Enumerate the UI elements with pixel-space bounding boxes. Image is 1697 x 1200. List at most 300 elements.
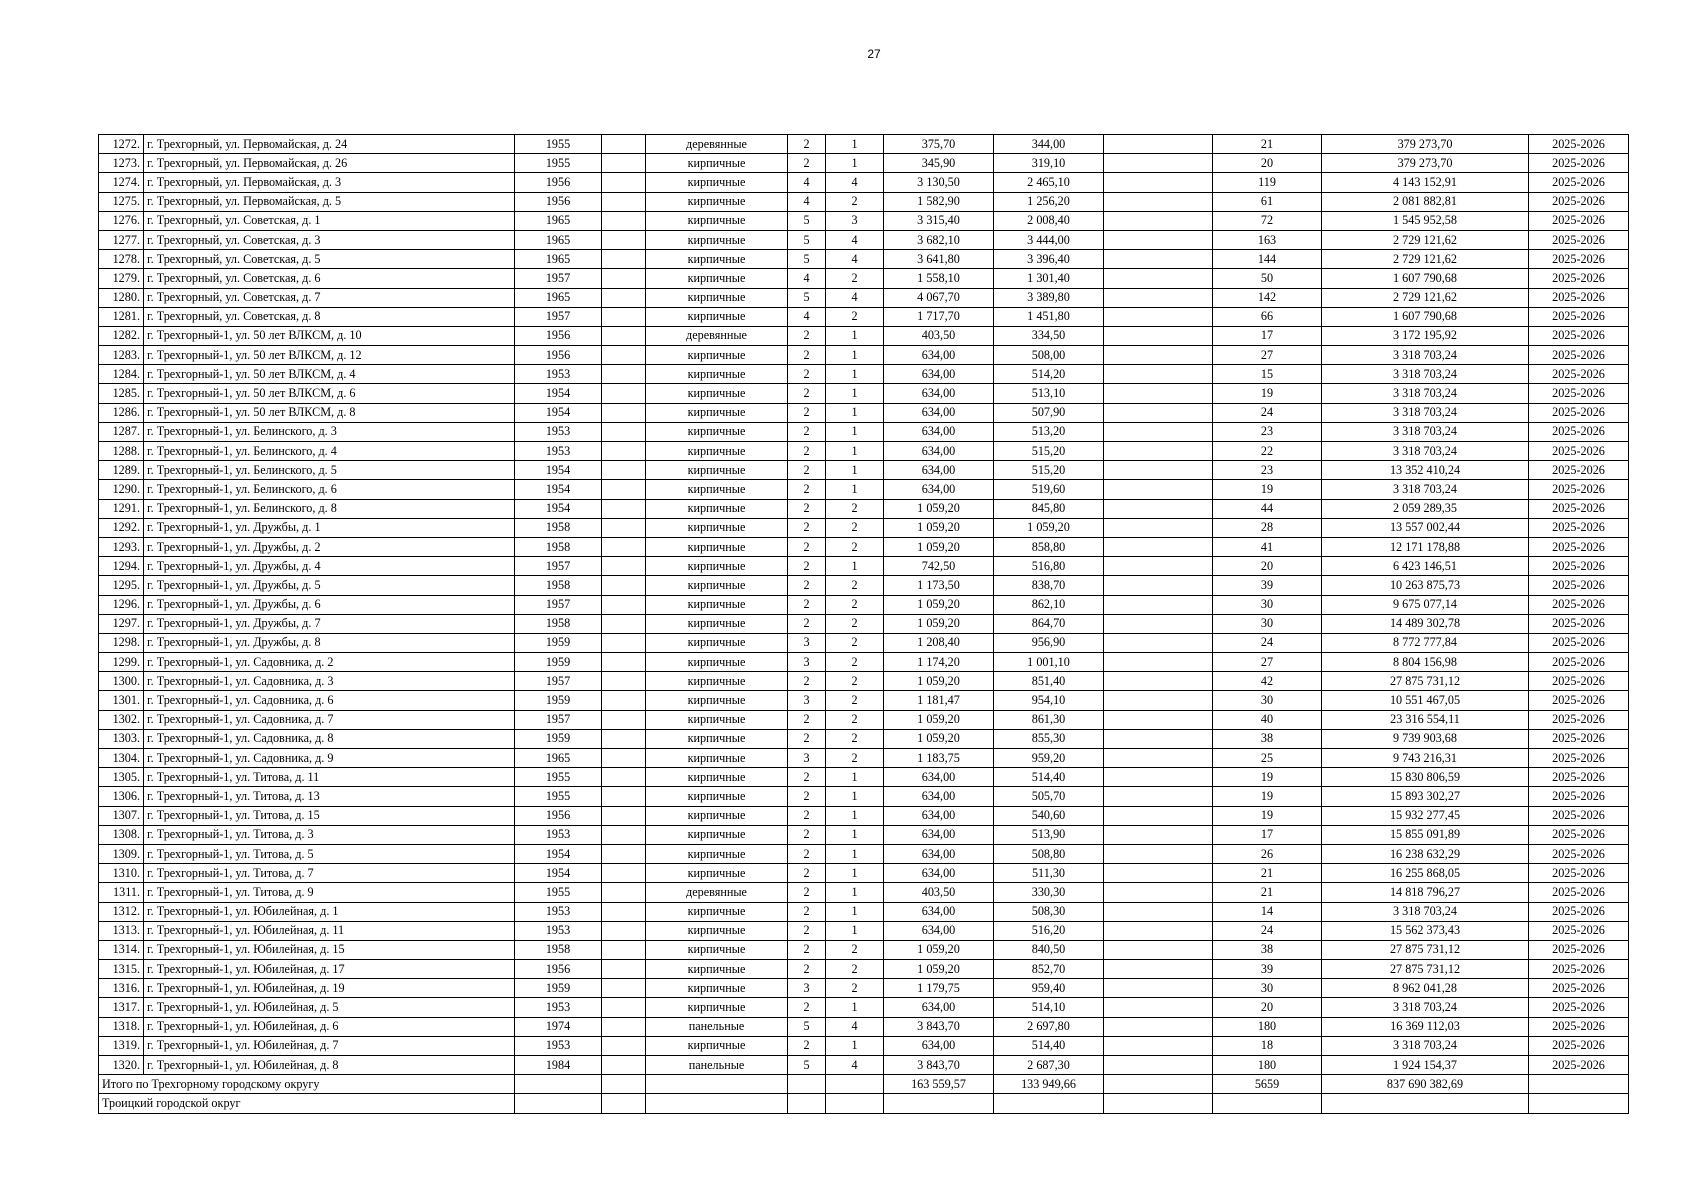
table-row — [99, 250, 1629, 269]
cell-address: г. Трехгорный, ул. Советская, д. 6 — [144, 269, 515, 288]
cell-repair-cost: 2 729 121,62 — [1322, 230, 1529, 249]
cell-floors: 2 — [788, 806, 826, 825]
cell-living-area: 956,90 — [994, 633, 1104, 652]
cell-total-area: 1 181,47 — [884, 691, 994, 710]
cell-entrances: 4 — [826, 230, 884, 249]
cell-living-area: 508,00 — [994, 346, 1104, 365]
cell-repair-period: 2025-2026 — [1529, 403, 1629, 422]
cell-row-number: 1301. — [99, 691, 144, 710]
cell-living-area: 319,10 — [994, 154, 1104, 173]
table-row — [99, 614, 1629, 633]
cell-year-built: 1956 — [515, 806, 602, 825]
cell-empty-column — [1104, 825, 1213, 844]
cell-wall-material: кирпичные — [646, 288, 788, 307]
cell-year-repaired — [602, 614, 646, 633]
cell-repair-period: 2025-2026 — [1529, 979, 1629, 998]
cell-floors: 5 — [788, 288, 826, 307]
cell-residents: 19 — [1213, 768, 1322, 787]
cell-entrances: 2 — [826, 672, 884, 691]
cell-year-built: 1954 — [515, 844, 602, 863]
cell-repair-cost: 9 675 077,14 — [1322, 595, 1529, 614]
cell-entrances: 1 — [826, 998, 884, 1017]
cell-address: г. Трехгорный, ул. Первомайская, д. 26 — [144, 154, 515, 173]
cell-living-area: 514,40 — [994, 1036, 1104, 1055]
table-row — [99, 288, 1629, 307]
cell-year-repaired — [602, 595, 646, 614]
cell-total-area: 1 717,70 — [884, 307, 994, 326]
cell-year-built: 1955 — [515, 787, 602, 806]
cell-year-built: 1965 — [515, 288, 602, 307]
cell-total-area: 1 174,20 — [884, 653, 994, 672]
table-row — [99, 518, 1629, 537]
cell-row-number: 1307. — [99, 806, 144, 825]
table-row — [99, 672, 1629, 691]
cell-total-area: 1 059,20 — [884, 499, 994, 518]
cell-year-built: 1965 — [515, 230, 602, 249]
cell-empty-column — [1104, 250, 1213, 269]
cell-year-repaired — [602, 1036, 646, 1055]
cell-year-repaired — [602, 1017, 646, 1036]
cell-wall-material: кирпичные — [646, 518, 788, 537]
cell-living-area: 330,30 — [994, 883, 1104, 902]
cell-year-built: 1955 — [515, 883, 602, 902]
cell-year-repaired — [602, 1056, 646, 1075]
cell-wall-material: кирпичные — [646, 787, 788, 806]
cell-entrances: 2 — [826, 518, 884, 537]
cell-address: г. Трехгорный-1, ул. Дружбы, д. 7 — [144, 614, 515, 633]
cell-row-number: 1279. — [99, 269, 144, 288]
cell-year-built: 1955 — [515, 135, 602, 154]
cell-total-area: 375,70 — [884, 135, 994, 154]
cell-year-repaired — [602, 979, 646, 998]
cell-total-area: 634,00 — [884, 844, 994, 863]
cell-repair-period: 2025-2026 — [1529, 442, 1629, 461]
cell-address: г. Трехгорный, ул. Первомайская, д. 5 — [144, 192, 515, 211]
section-cell-empty — [1322, 1094, 1529, 1113]
cell-repair-period: 2025-2026 — [1529, 595, 1629, 614]
cell-wall-material: кирпичные — [646, 307, 788, 326]
cell-residents: 144 — [1213, 250, 1322, 269]
cell-row-number: 1318. — [99, 1017, 144, 1036]
cell-floors: 2 — [788, 384, 826, 403]
cell-wall-material: кирпичные — [646, 595, 788, 614]
cell-wall-material: кирпичные — [646, 749, 788, 768]
cell-residents: 15 — [1213, 365, 1322, 384]
cell-floors: 2 — [788, 729, 826, 748]
table-row — [99, 537, 1629, 556]
table-body — [99, 135, 1629, 1075]
cell-living-area: 845,80 — [994, 499, 1104, 518]
table-row — [99, 269, 1629, 288]
cell-year-built: 1955 — [515, 154, 602, 173]
cell-total-area: 403,50 — [884, 883, 994, 902]
cell-year-built: 1954 — [515, 403, 602, 422]
cell-year-built: 1958 — [515, 537, 602, 556]
cell-total-area: 1 059,20 — [884, 537, 994, 556]
cell-total-area: 634,00 — [884, 365, 994, 384]
cell-residents: 23 — [1213, 422, 1322, 441]
cell-empty-column — [1104, 653, 1213, 672]
cell-address: г. Трехгорный-1, ул. Садовника, д. 8 — [144, 729, 515, 748]
cell-floors: 2 — [788, 710, 826, 729]
cell-floors: 2 — [788, 403, 826, 422]
cell-year-built: 1965 — [515, 250, 602, 269]
cell-repair-cost: 3 318 703,24 — [1322, 902, 1529, 921]
cell-wall-material: кирпичные — [646, 768, 788, 787]
cell-row-number: 1293. — [99, 537, 144, 556]
cell-total-area: 634,00 — [884, 403, 994, 422]
cell-living-area: 514,10 — [994, 998, 1104, 1017]
cell-empty-column — [1104, 729, 1213, 748]
cell-empty-column — [1104, 461, 1213, 480]
cell-entrances: 2 — [826, 499, 884, 518]
cell-floors: 2 — [788, 960, 826, 979]
cell-year-repaired — [602, 230, 646, 249]
cell-year-built: 1954 — [515, 480, 602, 499]
cell-entrances: 2 — [826, 960, 884, 979]
cell-residents: 72 — [1213, 211, 1322, 230]
cell-entrances: 3 — [826, 211, 884, 230]
cell-year-repaired — [602, 422, 646, 441]
cell-year-built: 1958 — [515, 940, 602, 959]
cell-empty-column — [1104, 633, 1213, 652]
cell-floors: 2 — [788, 672, 826, 691]
table-row — [99, 346, 1629, 365]
cell-repair-cost: 27 875 731,12 — [1322, 940, 1529, 959]
cell-entrances: 2 — [826, 691, 884, 710]
section-cell-empty — [826, 1094, 884, 1113]
cell-row-number: 1290. — [99, 480, 144, 499]
cell-repair-period: 2025-2026 — [1529, 346, 1629, 365]
cell-living-area: 959,40 — [994, 979, 1104, 998]
cell-wall-material: кирпичные — [646, 173, 788, 192]
table-row — [99, 576, 1629, 595]
cell-repair-cost: 3 172 195,92 — [1322, 326, 1529, 345]
cell-repair-cost: 3 318 703,24 — [1322, 403, 1529, 422]
cell-living-area: 2 687,30 — [994, 1056, 1104, 1075]
cell-empty-column — [1104, 326, 1213, 345]
cell-repair-cost: 3 318 703,24 — [1322, 384, 1529, 403]
cell-empty-column — [1104, 998, 1213, 1017]
cell-row-number: 1292. — [99, 518, 144, 537]
table-row — [99, 825, 1629, 844]
cell-floors: 4 — [788, 307, 826, 326]
cell-address: г. Трехгорный-1, ул. Титова, д. 11 — [144, 768, 515, 787]
cell-total-area: 3 641,80 — [884, 250, 994, 269]
cell-address: г. Трехгорный-1, ул. Титова, д. 15 — [144, 806, 515, 825]
cell-repair-cost: 3 318 703,24 — [1322, 1036, 1529, 1055]
cell-repair-cost: 8 804 156,98 — [1322, 653, 1529, 672]
cell-empty-column — [1104, 710, 1213, 729]
table-row — [99, 422, 1629, 441]
cell-address: г. Трехгорный-1, ул. Садовника, д. 9 — [144, 749, 515, 768]
cell-year-repaired — [602, 787, 646, 806]
cell-repair-cost: 8 772 777,84 — [1322, 633, 1529, 652]
cell-repair-cost: 6 423 146,51 — [1322, 557, 1529, 576]
cell-residents: 20 — [1213, 557, 1322, 576]
cell-total-area: 3 843,70 — [884, 1056, 994, 1075]
cell-empty-column — [1104, 307, 1213, 326]
cell-repair-period: 2025-2026 — [1529, 1036, 1629, 1055]
cell-row-number: 1280. — [99, 288, 144, 307]
total-cell-empty — [1529, 1075, 1629, 1094]
cell-floors: 3 — [788, 979, 826, 998]
cell-repair-period: 2025-2026 — [1529, 250, 1629, 269]
cell-repair-period: 2025-2026 — [1529, 787, 1629, 806]
cell-total-area: 634,00 — [884, 998, 994, 1017]
cell-living-area: 1 059,20 — [994, 518, 1104, 537]
cell-living-area: 855,30 — [994, 729, 1104, 748]
section-cell-empty — [602, 1094, 646, 1113]
table-row — [99, 403, 1629, 422]
cell-floors: 2 — [788, 557, 826, 576]
page-number: 27 — [867, 47, 881, 61]
section-cell-empty — [1213, 1094, 1322, 1113]
cell-year-repaired — [602, 672, 646, 691]
table-row — [99, 1017, 1629, 1036]
cell-empty-column — [1104, 691, 1213, 710]
cell-living-area: 954,10 — [994, 691, 1104, 710]
cell-empty-column — [1104, 230, 1213, 249]
cell-address: г. Трехгорный-1, ул. Юбилейная, д. 8 — [144, 1056, 515, 1075]
cell-year-repaired — [602, 192, 646, 211]
cell-empty-column — [1104, 1017, 1213, 1036]
cell-year-repaired — [602, 940, 646, 959]
cell-address: г. Трехгорный-1, ул. Дружбы, д. 8 — [144, 633, 515, 652]
cell-address: г. Трехгорный-1, ул. Садовника, д. 3 — [144, 672, 515, 691]
cell-year-built: 1955 — [515, 768, 602, 787]
cell-empty-column — [1104, 499, 1213, 518]
cell-wall-material: кирпичные — [646, 480, 788, 499]
cell-year-repaired — [602, 442, 646, 461]
cell-wall-material: панельные — [646, 1056, 788, 1075]
cell-repair-cost: 2 729 121,62 — [1322, 288, 1529, 307]
cell-entrances: 1 — [826, 883, 884, 902]
cell-total-area: 634,00 — [884, 921, 994, 940]
cell-year-built: 1974 — [515, 1017, 602, 1036]
cell-year-built: 1959 — [515, 633, 602, 652]
cell-living-area: 862,10 — [994, 595, 1104, 614]
cell-wall-material: кирпичные — [646, 633, 788, 652]
cell-address: г. Трехгорный-1, ул. Титова, д. 3 — [144, 825, 515, 844]
cell-floors: 2 — [788, 480, 826, 499]
cell-wall-material: кирпичные — [646, 384, 788, 403]
cell-empty-column — [1104, 883, 1213, 902]
cell-repair-period: 2025-2026 — [1529, 806, 1629, 825]
cell-wall-material: кирпичные — [646, 442, 788, 461]
cell-total-area: 634,00 — [884, 422, 994, 441]
cell-address: г. Трехгорный-1, ул. Юбилейная, д. 15 — [144, 940, 515, 959]
table-row — [99, 135, 1629, 154]
cell-floors: 2 — [788, 135, 826, 154]
cell-residents: 24 — [1213, 921, 1322, 940]
cell-empty-column — [1104, 422, 1213, 441]
cell-year-built: 1953 — [515, 365, 602, 384]
total-cell-empty — [646, 1075, 788, 1094]
cell-wall-material: кирпичные — [646, 154, 788, 173]
total-living-area: 133 949,66 — [994, 1075, 1104, 1094]
cell-floors: 2 — [788, 422, 826, 441]
cell-year-built: 1956 — [515, 960, 602, 979]
cell-empty-column — [1104, 921, 1213, 940]
cell-address: г. Трехгорный-1, ул. Юбилейная, д. 7 — [144, 1036, 515, 1055]
cell-empty-column — [1104, 135, 1213, 154]
cell-address: г. Трехгорный, ул. Советская, д. 8 — [144, 307, 515, 326]
cell-year-built: 1953 — [515, 998, 602, 1017]
cell-residents: 66 — [1213, 307, 1322, 326]
cell-empty-column — [1104, 1036, 1213, 1055]
cell-row-number: 1314. — [99, 940, 144, 959]
cell-entrances: 2 — [826, 192, 884, 211]
cell-empty-column — [1104, 844, 1213, 863]
cell-wall-material: кирпичные — [646, 192, 788, 211]
cell-address: г. Трехгорный-1, ул. Дружбы, д. 6 — [144, 595, 515, 614]
cell-address: г. Трехгорный-1, ул. Дружбы, д. 1 — [144, 518, 515, 537]
cell-year-built: 1957 — [515, 557, 602, 576]
cell-wall-material: кирпичные — [646, 921, 788, 940]
cell-floors: 4 — [788, 192, 826, 211]
cell-repair-period: 2025-2026 — [1529, 537, 1629, 556]
table-row — [99, 365, 1629, 384]
cell-year-built: 1953 — [515, 442, 602, 461]
cell-repair-cost: 15 830 806,59 — [1322, 768, 1529, 787]
cell-entrances: 4 — [826, 173, 884, 192]
cell-wall-material: кирпичные — [646, 461, 788, 480]
cell-row-number: 1278. — [99, 250, 144, 269]
cell-floors: 5 — [788, 1056, 826, 1075]
table-row — [99, 729, 1629, 748]
cell-year-built: 1954 — [515, 384, 602, 403]
cell-floors: 2 — [788, 576, 826, 595]
cell-entrances: 1 — [826, 326, 884, 345]
cell-total-area: 634,00 — [884, 442, 994, 461]
cell-address: г. Трехгорный, ул. Советская, д. 3 — [144, 230, 515, 249]
cell-year-repaired — [602, 806, 646, 825]
cell-year-repaired — [602, 557, 646, 576]
table-row — [99, 960, 1629, 979]
cell-row-number: 1283. — [99, 346, 144, 365]
table-row — [99, 940, 1629, 959]
cell-repair-period: 2025-2026 — [1529, 461, 1629, 480]
cell-repair-cost: 2 059 289,35 — [1322, 499, 1529, 518]
cell-empty-column — [1104, 595, 1213, 614]
cell-floors: 3 — [788, 633, 826, 652]
cell-total-area: 403,50 — [884, 326, 994, 345]
cell-year-built: 1954 — [515, 499, 602, 518]
cell-floors: 2 — [788, 154, 826, 173]
cell-row-number: 1288. — [99, 442, 144, 461]
cell-floors: 2 — [788, 864, 826, 883]
cell-address: г. Трехгорный-1, ул. Дружбы, д. 2 — [144, 537, 515, 556]
cell-wall-material: кирпичные — [646, 1036, 788, 1055]
cell-total-area: 1 059,20 — [884, 595, 994, 614]
cell-row-number: 1291. — [99, 499, 144, 518]
cell-address: г. Трехгорный-1, ул. Титова, д. 13 — [144, 787, 515, 806]
cell-empty-column — [1104, 403, 1213, 422]
cell-address: г. Трехгорный-1, ул. Белинского, д. 8 — [144, 499, 515, 518]
cell-year-built: 1965 — [515, 749, 602, 768]
cell-year-repaired — [602, 480, 646, 499]
cell-year-repaired — [602, 403, 646, 422]
cell-wall-material: кирпичные — [646, 614, 788, 633]
cell-address: г. Трехгорный-1, ул. Белинского, д. 6 — [144, 480, 515, 499]
cell-empty-column — [1104, 211, 1213, 230]
cell-repair-period: 2025-2026 — [1529, 921, 1629, 940]
cell-empty-column — [1104, 806, 1213, 825]
cell-row-number: 1306. — [99, 787, 144, 806]
cell-living-area: 514,20 — [994, 365, 1104, 384]
cell-wall-material: кирпичные — [646, 960, 788, 979]
cell-living-area: 516,80 — [994, 557, 1104, 576]
cell-empty-column — [1104, 442, 1213, 461]
cell-residents: 44 — [1213, 499, 1322, 518]
cell-year-built: 1959 — [515, 691, 602, 710]
cell-year-repaired — [602, 365, 646, 384]
table-row — [99, 633, 1629, 652]
cell-repair-period: 2025-2026 — [1529, 1017, 1629, 1036]
cell-floors: 2 — [788, 461, 826, 480]
cell-year-repaired — [602, 537, 646, 556]
cell-wall-material: кирпичные — [646, 864, 788, 883]
cell-residents: 22 — [1213, 442, 1322, 461]
cell-year-repaired — [602, 576, 646, 595]
cell-floors: 2 — [788, 825, 826, 844]
cell-entrances: 2 — [826, 307, 884, 326]
cell-year-repaired — [602, 729, 646, 748]
cell-row-number: 1281. — [99, 307, 144, 326]
cell-year-repaired — [602, 173, 646, 192]
cell-empty-column — [1104, 1056, 1213, 1075]
cell-repair-period: 2025-2026 — [1529, 307, 1629, 326]
cell-residents: 23 — [1213, 461, 1322, 480]
cell-residents: 28 — [1213, 518, 1322, 537]
cell-repair-period: 2025-2026 — [1529, 173, 1629, 192]
cell-residents: 30 — [1213, 595, 1322, 614]
table-row — [99, 883, 1629, 902]
cell-total-area: 3 843,70 — [884, 1017, 994, 1036]
cell-year-repaired — [602, 902, 646, 921]
cell-address: г. Трехгорный-1, ул. 50 лет ВЛКСМ, д. 6 — [144, 384, 515, 403]
table-row — [99, 557, 1629, 576]
cell-living-area: 861,30 — [994, 710, 1104, 729]
cell-repair-period: 2025-2026 — [1529, 288, 1629, 307]
cell-residents: 27 — [1213, 653, 1322, 672]
cell-living-area: 505,70 — [994, 787, 1104, 806]
cell-residents: 30 — [1213, 691, 1322, 710]
cell-wall-material: кирпичные — [646, 998, 788, 1017]
cell-repair-cost: 15 562 373,43 — [1322, 921, 1529, 940]
cell-wall-material: кирпичные — [646, 346, 788, 365]
cell-residents: 21 — [1213, 883, 1322, 902]
cell-repair-cost: 3 318 703,24 — [1322, 442, 1529, 461]
cell-living-area: 516,20 — [994, 921, 1104, 940]
cell-empty-column — [1104, 537, 1213, 556]
cell-entrances: 1 — [826, 403, 884, 422]
cell-entrances: 1 — [826, 480, 884, 499]
cell-floors: 5 — [788, 211, 826, 230]
cell-address: г. Трехгорный-1, ул. Белинского, д. 3 — [144, 422, 515, 441]
cell-year-built: 1956 — [515, 173, 602, 192]
cell-empty-column — [1104, 768, 1213, 787]
cell-year-built: 1957 — [515, 710, 602, 729]
cell-year-repaired — [602, 499, 646, 518]
cell-total-area: 1 582,90 — [884, 192, 994, 211]
cell-repair-period: 2025-2026 — [1529, 614, 1629, 633]
total-cost: 837 690 382,69 — [1322, 1075, 1529, 1094]
cell-year-built: 1957 — [515, 269, 602, 288]
cell-total-area: 345,90 — [884, 154, 994, 173]
table-row — [99, 979, 1629, 998]
